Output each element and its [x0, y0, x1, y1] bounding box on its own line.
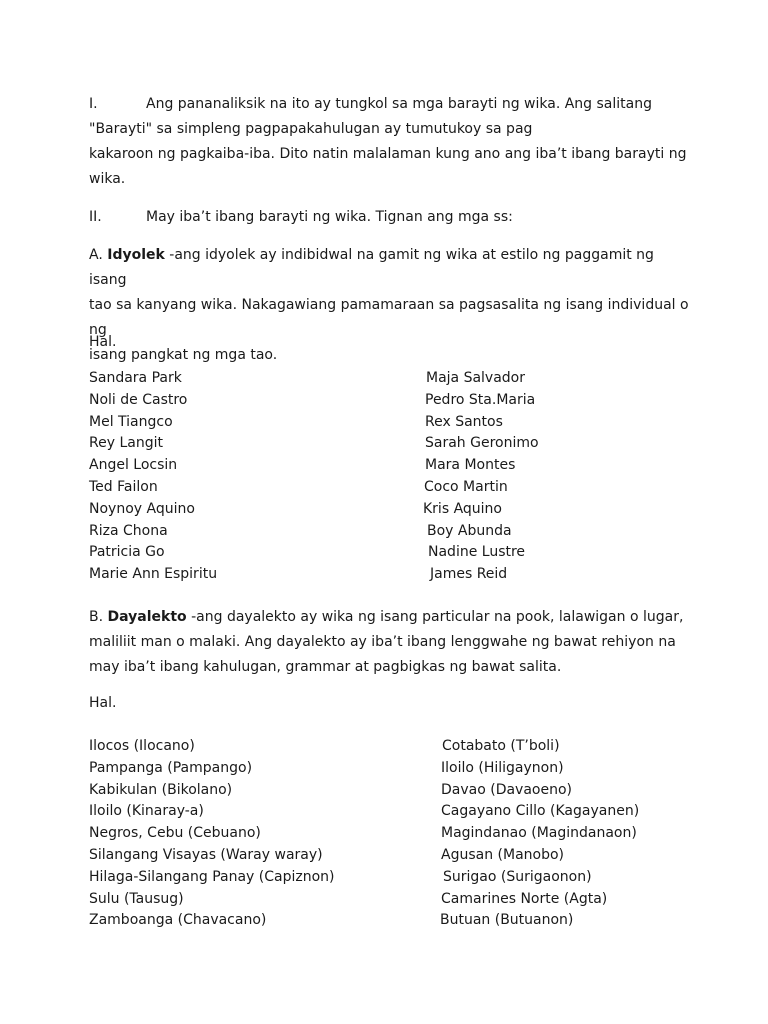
hal-label-b: Hal.: [89, 695, 117, 711]
intro-line-3: kakaroon ng pagkaiba-iba. Dito natin malalaman kung ano ang iba’t ibang barayti ng: [89, 146, 687, 162]
list-item: Coco Martin: [424, 478, 508, 495]
list-item: Noynoy Aquino: [89, 500, 195, 517]
paragraph-intro: [89, 92, 689, 192]
list-item: Pedro Sta.Maria: [425, 391, 536, 408]
list-item: Cotabato (T’boli): [442, 738, 560, 754]
list-item: Ted Failon: [89, 478, 158, 495]
list-item: Boy Abunda: [427, 522, 512, 539]
list-item: Cagayano Cillo (Kagayanen): [441, 803, 640, 820]
idyolek-list-right: [422, 368, 539, 586]
hal-label-a: Hal.: [89, 334, 117, 350]
list-item: Camarines Norte (Agta): [441, 890, 608, 907]
list-item: Sarah Geronimo: [425, 435, 539, 452]
list-item: Mara Montes: [425, 457, 516, 474]
list-item: James Reid: [430, 566, 508, 583]
paragraph-section-2: [89, 205, 689, 230]
list-item: Surigao (Surigaonon): [443, 868, 592, 885]
list-item: Kris Aquino: [423, 500, 502, 517]
list-item: Rex Santos: [425, 413, 503, 430]
dayalekto-line-3: may iba’t ibang kahulugan, grammar at pagbigkas ng bawat salita.: [89, 659, 562, 675]
list-item: Sulu (Tausug): [89, 890, 184, 907]
dayalekto-list-left: [89, 736, 335, 932]
list-item: Kabikulan (Bikolano): [89, 781, 233, 798]
dayalekto-list-right: [438, 736, 639, 932]
term-dayalekto: Dayalekto: [107, 609, 187, 625]
list-item: Patricia Go: [89, 544, 165, 561]
dayalekto-line-2: maliliit man o malaki. Ang dayalekto ay iba’t ibang lenggwahe ng bawat rehiyon na: [89, 634, 676, 650]
idyolek-list-left: [89, 368, 217, 586]
list-item: Noli de Castro: [89, 391, 188, 408]
intro-line-2: "Barayti" sa simpleng pagpapakahulugan ay tumutukoy sa pag: [89, 121, 533, 137]
intro-line-4: wika.: [89, 171, 126, 187]
list-item: Pampanga (Pampango): [89, 759, 253, 776]
list-item: Angel Locsin: [89, 457, 178, 474]
list-item: Riza Chona: [89, 522, 168, 539]
list-item: Negros, Cebu (Cebuano): [89, 825, 261, 842]
section-numeral-2: II.: [89, 209, 102, 225]
section-2-text: May iba’t ibang barayti ng wika. Tignan ang mga ss:: [146, 209, 513, 225]
section-letter-a: A.: [89, 247, 103, 263]
list-item: Zamboanga (Chavacano): [89, 912, 267, 929]
list-item: Butuan (Butuanon): [440, 912, 574, 929]
section-letter-b: B.: [89, 609, 104, 625]
paragraph-dayalekto: [89, 605, 689, 680]
list-item: Sandara Park: [89, 370, 182, 386]
list-item: Iloilo (Kinaray-a): [89, 803, 204, 820]
list-item: Agusan (Manobo): [441, 846, 565, 863]
list-item: Silangang Visayas (Waray waray): [89, 846, 323, 863]
dayalekto-line-1: -ang dayalekto ay wika ng isang particular na pook, lalawigan o lugar,: [191, 609, 684, 625]
list-item: Ilocos (Ilocano): [89, 738, 195, 754]
list-item: Rey Langit: [89, 435, 163, 452]
list-item: Iloilo (Hiligaynon): [441, 759, 564, 776]
list-item: Nadine Lustre: [428, 544, 526, 561]
idyolek-line-3: isang pangkat ng mga tao.: [89, 347, 278, 363]
list-item: Davao (Davaoeno): [441, 781, 573, 798]
intro-line-1: Ang pananaliksik na ito ay tungkol sa mga barayti ng wika. Ang salitang: [146, 96, 652, 112]
list-item: Magindanao (Magindanaon): [441, 825, 637, 842]
list-item: Marie Ann Espiritu: [89, 566, 218, 583]
idyolek-line-2: tao sa kanyang wika. Nakagawiang pamamaraan sa pagsasalita ng isang individual o ng: [89, 297, 689, 338]
section-numeral-1: I.: [89, 96, 98, 112]
list-item: Maja Salvador: [426, 370, 526, 386]
idyolek-line-1: -ang idyolek ay indibidwal na gamit ng wika at estilo ng paggamit ng isang: [89, 247, 654, 288]
term-idyolek: Idyolek: [107, 247, 165, 263]
list-item: Mel Tiangco: [89, 413, 173, 430]
list-item: Hilaga-Silangang Panay (Capiznon): [89, 868, 335, 885]
paragraph-idyolek: [89, 243, 689, 368]
